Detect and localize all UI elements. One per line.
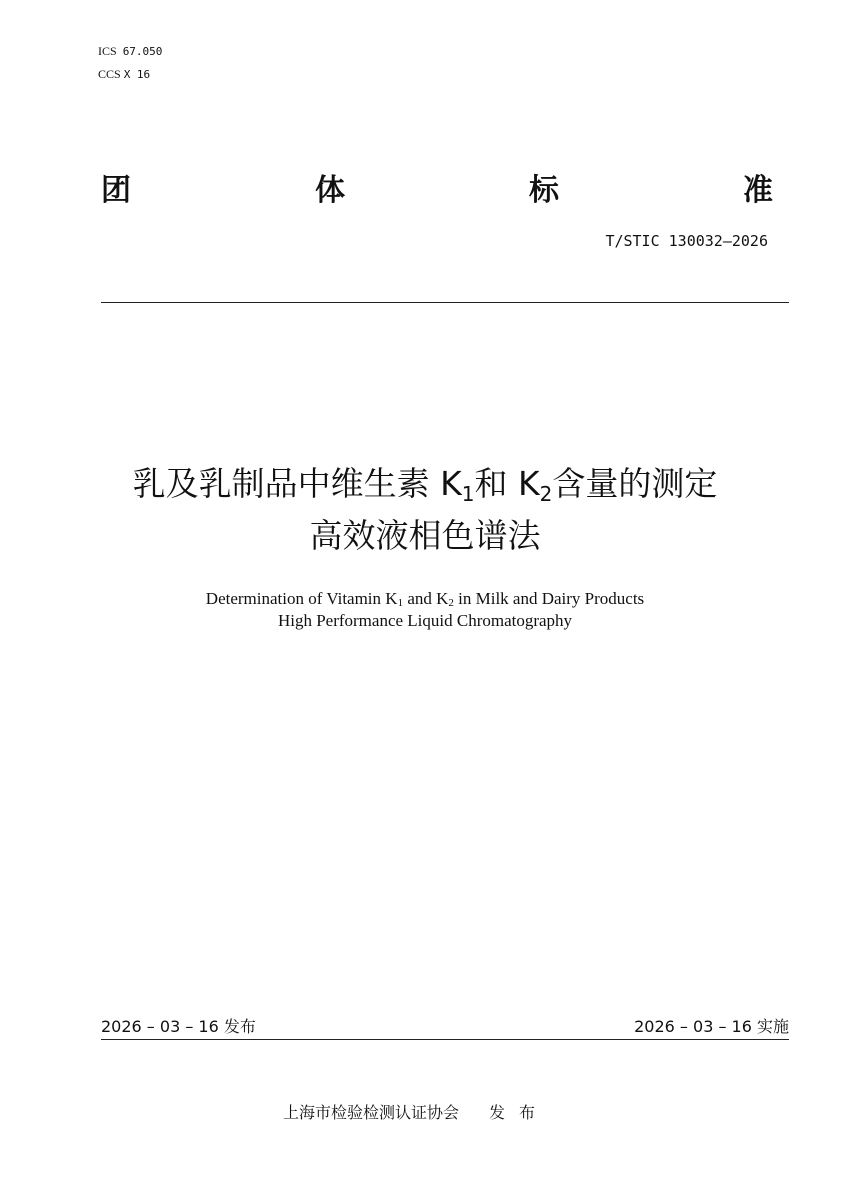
english-title-line1	[0, 588, 850, 610]
classification-codes	[98, 40, 162, 86]
issuer-line	[283, 1100, 549, 1123]
standard-number: T/STIC 130032—2026	[605, 232, 768, 250]
standard-type-char: 体	[315, 173, 345, 208]
standard-type-char: 团	[101, 173, 131, 208]
chinese-title-line2: 高效液相色谱法	[309, 516, 541, 555]
ccs-label: CCS	[98, 67, 121, 81]
top-divider	[101, 302, 789, 303]
cn-title-part: 乳及乳制品中维生素 K	[132, 464, 462, 503]
en-subscript: 1	[397, 597, 404, 609]
ccs-code	[98, 63, 162, 86]
issuer-action: 发布	[489, 1103, 550, 1122]
standard-type-heading	[96, 165, 778, 208]
cn-subscript: 1	[461, 482, 475, 506]
ics-label: ICS	[98, 44, 117, 58]
cn-title-part: 含量的测定	[552, 464, 718, 503]
dates-row	[101, 1013, 789, 1037]
ics-code	[98, 40, 162, 63]
standard-type-char: 标	[529, 173, 559, 208]
en-title-part: in Milk and Dairy Products	[453, 589, 645, 608]
bottom-divider	[101, 1039, 789, 1040]
ics-value: 67.050	[122, 45, 163, 58]
publish-date: 2026 – 03 – 16 发布	[101, 1017, 256, 1036]
en-subscript: 2	[448, 597, 454, 609]
cn-subscript: 2	[539, 482, 553, 506]
standard-type-char: 准	[743, 173, 773, 208]
chinese-title-line1	[0, 458, 850, 510]
english-title-line2: High Performance Liquid Chromatography	[277, 611, 573, 630]
en-title-part: and K	[403, 589, 449, 608]
cn-title-part: 和 K	[474, 464, 540, 503]
issuer-name: 上海市检验检测认证协会	[283, 1103, 460, 1122]
en-title-part: Determination of Vitamin K	[205, 589, 398, 608]
implement-date: 2026 – 03 – 16 实施	[634, 1017, 789, 1036]
ccs-value: X 16	[123, 68, 151, 81]
